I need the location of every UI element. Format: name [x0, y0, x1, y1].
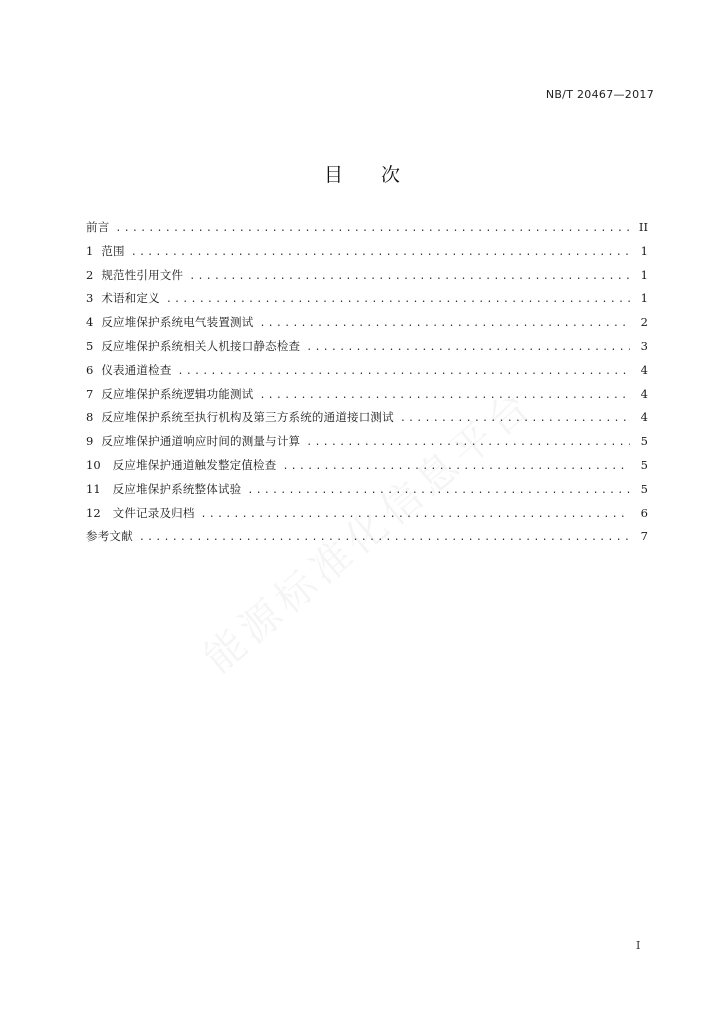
document-code: NB/T 20467—2017	[545, 88, 654, 101]
toc-entry-label: 反应堆保护系统至执行机构及第三方系统的通道接口测试	[101, 410, 394, 425]
toc-entry-1[interactable]	[86, 240, 648, 264]
toc-entry-number: 12	[86, 505, 101, 520]
toc-entry-label: 术语和定义	[101, 291, 160, 306]
toc-entry-page: 2	[640, 315, 648, 330]
toc-entry-6[interactable]	[86, 359, 648, 383]
toc-entry-label: 反应堆保护通道触发整定值检查	[112, 457, 277, 472]
toc-entry-label: 参考文献	[86, 529, 133, 544]
toc-entry-number: 6	[86, 362, 94, 377]
toc-entry-8[interactable]	[86, 406, 648, 430]
toc-leader-dots	[201, 503, 630, 527]
toc-entry-page: 7	[640, 529, 648, 544]
toc-entry-page: 4	[640, 362, 648, 377]
toc-entry-page: 5	[640, 457, 648, 472]
toc-entry-label: 反应堆保护通道响应时间的测量与计算	[101, 434, 301, 449]
toc-leader-dots	[259, 312, 630, 336]
toc-entry-3[interactable]	[86, 287, 648, 311]
toc-entry-11[interactable]	[86, 478, 648, 502]
toc-entry-page: 4	[640, 386, 648, 401]
toc-leader-dots	[282, 455, 630, 479]
toc-entry-4[interactable]	[86, 311, 648, 335]
toc-entry-2[interactable]	[86, 264, 648, 288]
toc-leader-dots	[139, 526, 630, 550]
toc-entry-7[interactable]	[86, 383, 648, 407]
toc-leader-dots	[306, 336, 630, 360]
toc-entry-page: 1	[640, 243, 648, 258]
toc-entry-number: 8	[86, 410, 94, 425]
toc-entry-number: 5	[86, 338, 94, 353]
toc-entry-page: 6	[640, 505, 648, 520]
toc-entry-label: 反应堆保护系统相关人机接口静态检查	[101, 338, 301, 353]
toc-entry-page: 5	[640, 481, 648, 496]
toc-entry-page: 3	[640, 338, 648, 353]
page-title: 目次	[323, 164, 438, 186]
toc-entry-number: 7	[86, 386, 94, 401]
toc-entry-label: 规范性引用文件	[101, 267, 184, 282]
toc-leader-dots	[166, 288, 630, 312]
toc-entry-number: 11	[86, 481, 101, 496]
toc-entry-label: 前言	[86, 220, 110, 234]
toc-entry-label: 反应堆保护系统电气装置测试	[101, 315, 254, 330]
toc-entry-label: 仪表通道检查	[101, 362, 172, 377]
toc-leader-dots	[306, 431, 630, 455]
toc-leader-dots	[247, 479, 630, 503]
toc-entry-label: 范围	[101, 243, 125, 258]
toc-entry-10[interactable]	[86, 454, 648, 478]
toc-leader-dots	[131, 241, 630, 265]
toc-entry-12[interactable]	[86, 502, 648, 526]
toc-leader-dots	[400, 407, 630, 431]
toc-entry-page: 4	[640, 410, 648, 425]
toc-entry-page: 1	[640, 267, 648, 282]
toc-entry-number: 1	[86, 243, 94, 258]
toc-entry-number: 10	[86, 457, 101, 472]
toc-entry-number: 3	[86, 291, 94, 306]
toc-entry-number: 4	[86, 315, 94, 330]
page-number: I	[636, 939, 641, 952]
toc-leader-dots	[259, 384, 630, 408]
toc-entry-foreword[interactable]	[86, 216, 648, 240]
toc-entry-page: 1	[640, 291, 648, 306]
toc-leader-dots	[178, 360, 630, 384]
toc-entry-label: 反应堆保护系统逻辑功能测试	[101, 386, 254, 401]
toc-entry-label: 文件记录及归档	[112, 505, 195, 520]
toc-entry-5[interactable]	[86, 335, 648, 359]
toc-entry-label: 反应堆保护系统整体试验	[112, 481, 242, 496]
toc-entry-page: 5	[640, 434, 648, 449]
toc-leader-dots	[189, 265, 630, 289]
table-of-contents	[86, 216, 648, 549]
toc-entry-number: 2	[86, 267, 94, 282]
toc-leader-dots	[115, 217, 630, 241]
toc-entry-9[interactable]	[86, 430, 648, 454]
toc-entry-number: 9	[86, 434, 94, 449]
toc-entry-page: II	[638, 220, 648, 234]
toc-entry-references[interactable]	[86, 525, 648, 549]
